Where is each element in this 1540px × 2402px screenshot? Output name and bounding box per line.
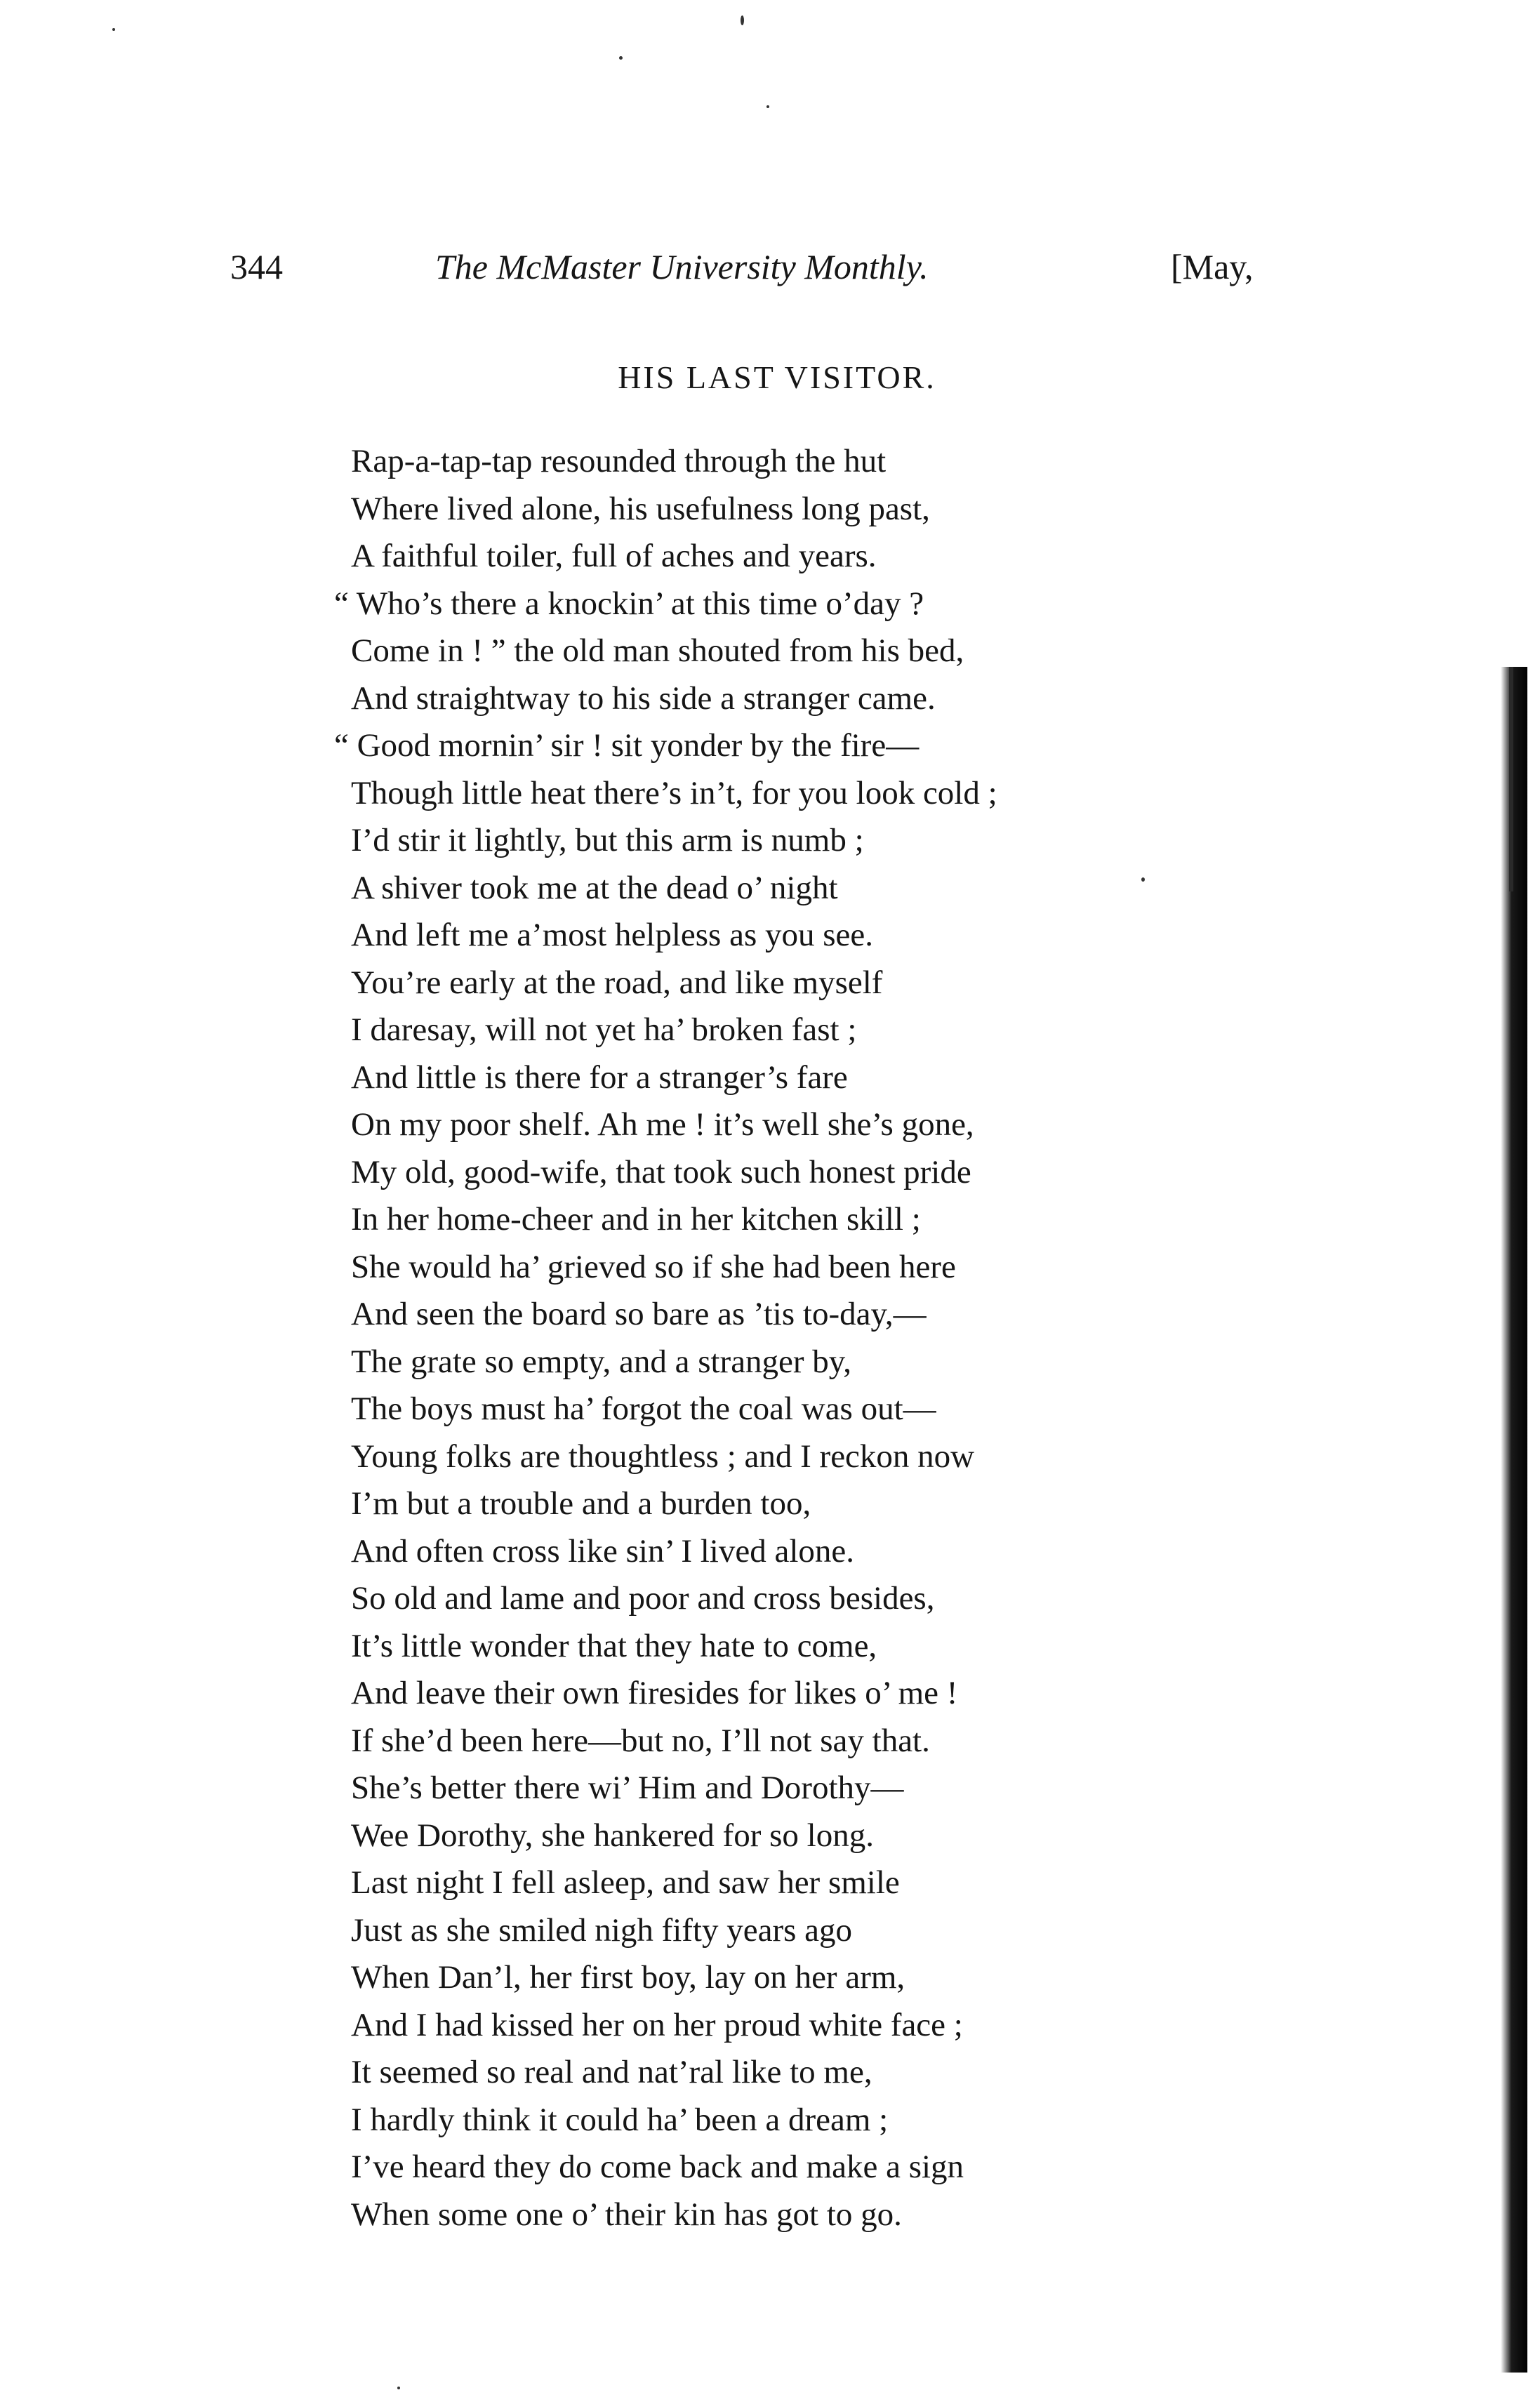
- page-number: 344: [230, 247, 283, 286]
- poem-line: I hardly think it could ha’ been a dream ;: [351, 2101, 889, 2138]
- poem-line: Young folks are thoughtless ; and I reckon now: [351, 1438, 975, 1475]
- poem-line: I’ve heard they do come back and make a sign: [351, 2149, 964, 2185]
- scan-speck: [619, 56, 623, 60]
- poem-line: It seemed so real and nat’ral like to me,: [351, 2054, 872, 2090]
- poem-line: And left me a’most helpless as you see.: [351, 917, 873, 953]
- scan-speck: [741, 15, 744, 25]
- poem-line: My old, good-wife, that took such honest pride: [351, 1153, 971, 1190]
- poem-line: And straightway to his side a stranger came.: [351, 679, 936, 717]
- poem-line: Wee Dorothy, she hankered for so long.: [351, 1817, 874, 1854]
- scan-speck: [397, 2387, 400, 2389]
- poem-line: When Dan’l, her first boy, lay on her arm,: [351, 1959, 905, 1996]
- poem-line: Rap-a-tap-tap resounded through the hut: [351, 443, 887, 479]
- poem-line: Just as she smiled nigh fifty years ago: [351, 1911, 853, 1949]
- poem-line: And little is there for a stranger’s fare: [351, 1059, 848, 1096]
- poem-line: “ Good mornin’ sir ! sit yonder by the fire—: [334, 727, 920, 764]
- poem-line: The grate so empty, and a stranger by,: [351, 1343, 852, 1380]
- scan-speck: [766, 105, 769, 108]
- poem-body: [334, 438, 1502, 2238]
- poem-line: She would ha’ grieved so if she had been here: [351, 1248, 956, 1285]
- running-header: [0, 242, 1540, 291]
- running-title: The McMaster University Monthly.: [435, 247, 929, 286]
- poem-line: A faithful toiler, full of aches and years.: [351, 538, 877, 574]
- poem-line: On my poor shelf. Ah me ! it’s well she’s gone,: [351, 1106, 974, 1143]
- poem-line: If she’d been here—but no, I’ll not say that.: [351, 1722, 930, 1759]
- poem-line: And I had kissed her on her proud white face ;: [351, 2006, 963, 2043]
- scan-speck: [112, 28, 115, 31]
- poem-line: Though little heat there’s in’t, for you look cold ;: [351, 774, 997, 811]
- poem-line: When some one o’ their kin has got to go.: [351, 2196, 902, 2233]
- poem-line: Come in ! ” the old man shouted from his bed,: [351, 632, 964, 669]
- poem-line: Where lived alone, his usefulness long past,: [351, 490, 930, 527]
- poem-line: A shiver took me at the dead o’ night: [351, 869, 838, 906]
- poem-line: And often cross like sin’ I lived alone.: [351, 1532, 855, 1570]
- poem-line: I daresay, will not yet ha’ broken fast ;: [351, 1011, 857, 1048]
- poem-line: And leave their own firesides for likes o’ me !: [351, 1675, 958, 1711]
- page-edge-shadow: [1501, 667, 1527, 2373]
- scan-speck: [1141, 877, 1145, 882]
- poem-title: HIS LAST VISITOR.: [618, 359, 936, 395]
- poem-line: So old and lame and poor and cross besides,: [351, 1580, 935, 1617]
- poem-line: You’re early at the road, and like myself: [351, 964, 883, 1001]
- poem-line: It’s little wonder that they hate to come,: [351, 1627, 877, 1664]
- poem-line: “ Who’s there a knockin’ at this time o’day ?: [334, 585, 924, 622]
- poem-line: I’m but a trouble and a burden too,: [351, 1485, 811, 1522]
- page-edge-line: [1509, 667, 1513, 891]
- poem-line: The boys must ha’ forgot the coal was out—: [351, 1391, 936, 1427]
- poem-line: Last night I fell asleep, and saw her smile: [351, 1864, 900, 1901]
- poem-line: She’s better there wi’ Him and Dorothy—: [351, 1770, 904, 1806]
- poem-line: And seen the board so bare as ’tis to-day,—: [351, 1296, 927, 1332]
- poem-line: In her home-cheer and in her kitchen skill ;: [351, 1201, 921, 1238]
- issue-month: [May,: [1171, 247, 1254, 286]
- poem-line: I’d stir it lightly, but this arm is numb ;: [351, 822, 864, 858]
